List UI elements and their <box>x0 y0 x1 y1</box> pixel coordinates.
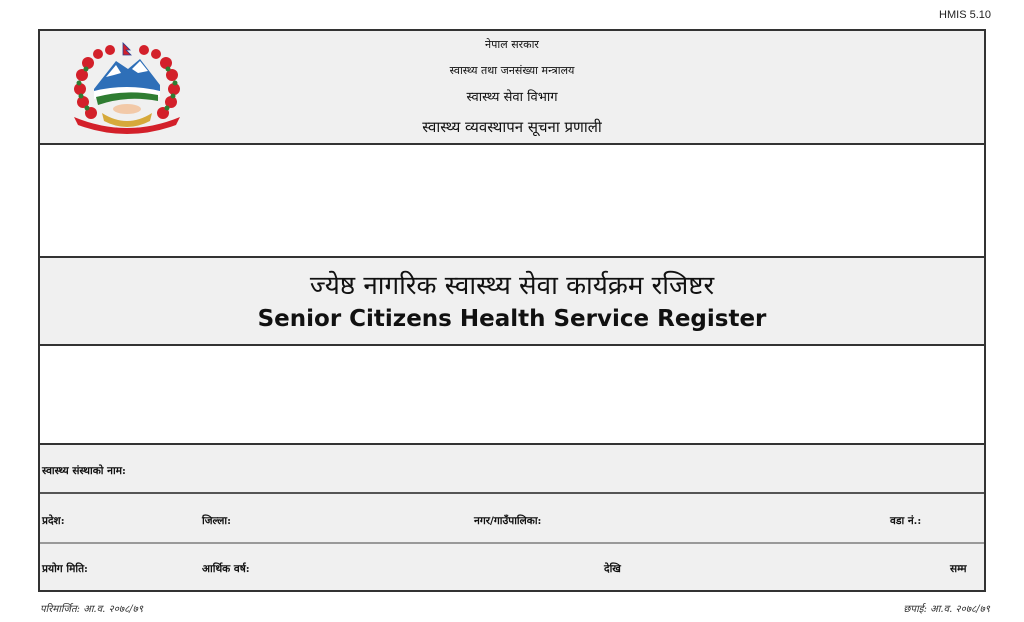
facility-name-label: स्वास्थ्य संस्थाको नाम: <box>42 465 126 477</box>
register-cover <box>38 29 986 592</box>
blank-area-middle <box>40 346 984 445</box>
province-label: प्रदेश: <box>42 515 65 527</box>
system-name: स्वास्थ्य व्यवस्थापन सूचना प्रणाली <box>422 118 602 136</box>
department-name: स्वास्थ्य सेवा विभाग <box>466 90 558 105</box>
printed-note: छपाई: आ.व. २०७८/७९ <box>903 604 990 615</box>
to-label: सम्म <box>950 563 967 575</box>
location-row <box>40 494 984 544</box>
ministry-name: स्वास्थ्य तथा जनसंख्या मन्त्रालय <box>449 64 575 77</box>
government-name: नेपाल सरकार <box>485 38 539 51</box>
fiscal-year-label: आर्थिक वर्ष: <box>202 563 250 575</box>
usage-date-label: प्रयोग मिति: <box>42 563 88 575</box>
from-label: देखि <box>604 563 621 575</box>
register-title-english: Senior Citizens Health Service Register <box>257 306 767 332</box>
municipality-label: नगर/गाउँपालिका: <box>474 515 542 527</box>
title-band <box>40 258 984 346</box>
district-label: जिल्ला: <box>202 515 231 527</box>
form-code: HMIS 5.10 <box>939 9 991 21</box>
header-band <box>40 31 984 145</box>
facility-row <box>40 445 984 494</box>
register-title-nepali: ज्येष्ठ नागरिक स्वास्थ्य सेवा कार्यक्रम रजिष्टर <box>309 271 715 301</box>
revised-note: परिमार्जित: आ.व. २०७८/७९ <box>40 604 144 615</box>
date-row <box>40 544 984 590</box>
ward-number-label: वडा नं.: <box>890 515 922 527</box>
blank-area-top <box>40 145 984 258</box>
